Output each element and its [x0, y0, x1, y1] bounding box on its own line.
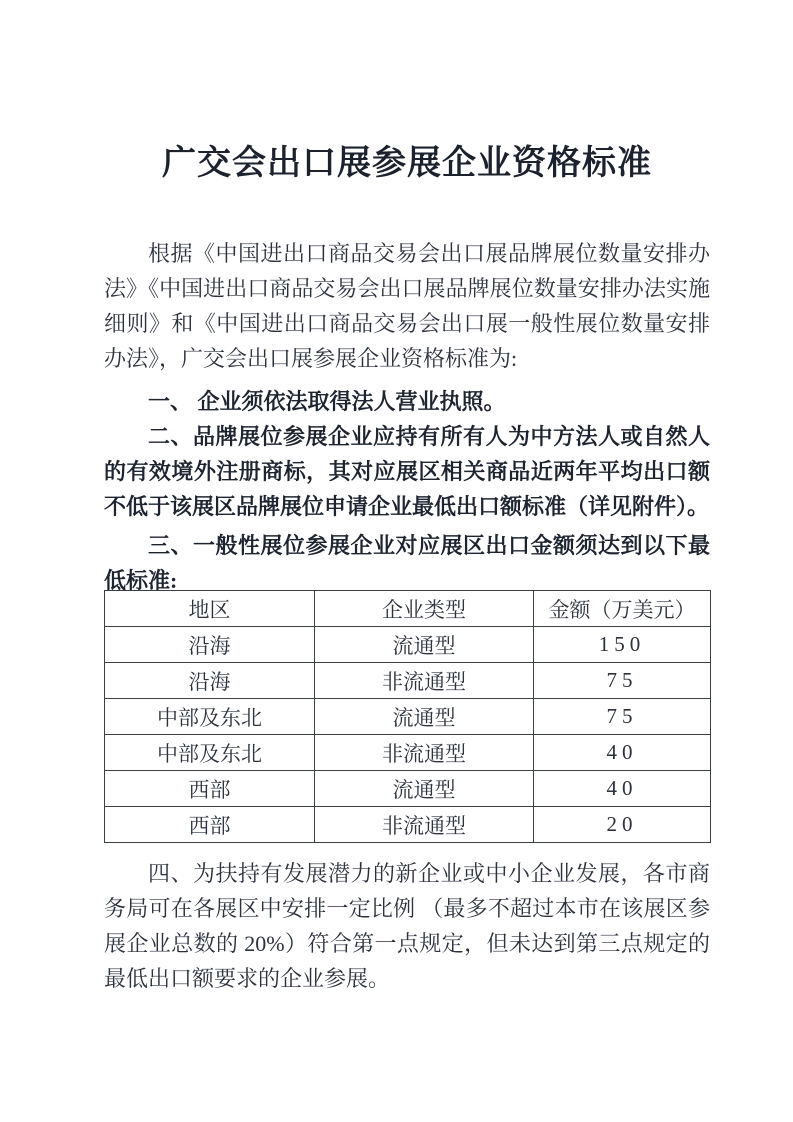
document-title: 广交会出口展参展企业资格标准	[162, 145, 652, 182]
table-header-region: 地区	[105, 591, 315, 627]
table-cell-region: 中部及东北	[105, 735, 315, 771]
table-row	[105, 663, 711, 699]
paragraph-point-3: 三、一般性展位参展企业对应展区出口金额须达到以下最低标准:	[104, 533, 710, 593]
paragraph-point-4: 四、为扶持有发展潜力的新企业或中小企业发展，各市商务局可在各展区中安排一定比例 （最多不超过本市在该展区参展企业总数的 20%）符合第一点规定，但未达到第三点规定的最低出口额要求的企业参展。	[104, 861, 710, 991]
table-header-row	[105, 591, 711, 627]
table-cell-amount: 40	[534, 735, 711, 771]
table-header-enterprise-type: 企业类型	[315, 591, 534, 627]
table-cell-type: 非流通型	[315, 735, 534, 771]
table-cell-region: 中部及东北	[105, 699, 315, 735]
table-cell-region: 沿海	[105, 627, 315, 663]
table-row	[105, 807, 711, 843]
table-cell-amount: 150	[534, 627, 711, 663]
paragraph-point-1: 一、 企业须依法取得法人营业执照。	[148, 389, 506, 414]
table-row	[105, 735, 711, 771]
paragraph-intro: 根据《中国进出口商品交易会出口展品牌展位数量安排办法》《中国进出口商品交易会出口展品牌展位数量安排办法实施细则》和《中国进出口商品交易会出口展一般性展位数量安排办法》，广交会出口展参展企业资格标准为:	[104, 241, 710, 371]
table-row	[105, 771, 711, 807]
table-cell-amount: 40	[534, 771, 711, 807]
table-cell-type: 非流通型	[315, 807, 534, 843]
table-cell-type: 流通型	[315, 771, 534, 807]
table-cell-region: 沿海	[105, 663, 315, 699]
paragraph-point-2: 二、品牌展位参展企业应持有所有人为中方法人或自然人的有效境外注册商标，其对应展区相关商品近两年平均出口额不低于该展区品牌展位申请企业最低出口额标准（详见附件）。	[104, 424, 710, 519]
table-cell-amount: 75	[534, 699, 711, 735]
table-row	[105, 699, 711, 735]
table-cell-type: 流通型	[315, 627, 534, 663]
table-row	[105, 627, 711, 663]
table-cell-type: 非流通型	[315, 663, 534, 699]
table-cell-region: 西部	[105, 771, 315, 807]
table-cell-amount: 20	[534, 807, 711, 843]
document-content	[104, 140, 710, 996]
table-header-amount: 金额（万美元）	[534, 591, 711, 627]
table-cell-amount: 75	[534, 663, 711, 699]
table-cell-region: 西部	[105, 807, 315, 843]
table-cell-type: 流通型	[315, 699, 534, 735]
export-standards-table	[104, 590, 711, 843]
